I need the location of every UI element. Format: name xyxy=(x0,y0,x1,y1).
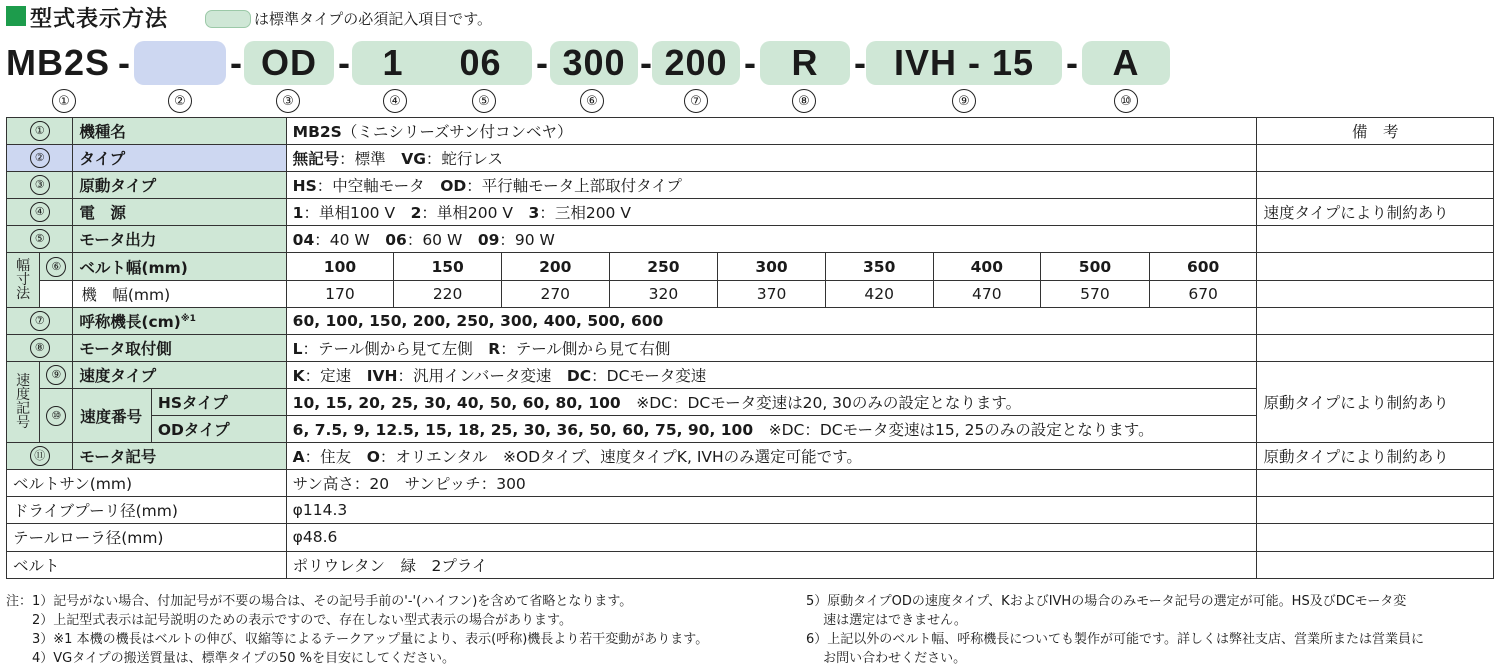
remarks-header: 備 考 xyxy=(1257,118,1494,145)
code-dash: - xyxy=(854,42,866,83)
row-value: φ48.6 xyxy=(286,524,1257,551)
note-line: 6）上記以外のベルト幅、呼称機長についても製作が可能です。詳しくは弊社支店、営業所または営業員に xyxy=(806,632,1424,647)
code-number: ⑥ xyxy=(580,89,604,113)
row-remark xyxy=(1257,145,1494,172)
machine-width-cell: 670 xyxy=(1149,280,1257,307)
row-value: 60, 100, 150, 200, 250, 300, 400, 500, 600 xyxy=(286,307,1257,334)
spec-table xyxy=(6,117,1494,579)
row-value: 無記号：標準 VG：蛇行レス xyxy=(286,145,1257,172)
code-type-slot xyxy=(134,41,226,85)
table-row xyxy=(7,280,1494,307)
belt-width-cell: 300 xyxy=(718,253,826,280)
machine-width-cell: 270 xyxy=(501,280,609,307)
row-label: 機種名 xyxy=(73,118,286,145)
row-label: モータ取付側 xyxy=(73,334,286,361)
belt-width-cell: 400 xyxy=(933,253,1041,280)
code-drive: OD xyxy=(244,41,334,85)
table-row xyxy=(7,524,1494,551)
row-value: MB2S（ミニシリーズサン付コンベヤ） xyxy=(286,118,1257,145)
belt-width-cell: 250 xyxy=(609,253,718,280)
belt-width-cell: 200 xyxy=(501,253,609,280)
row-label: タイプ xyxy=(73,145,286,172)
table-row xyxy=(7,199,1494,226)
row-value: 1：単相100 V 2：単相200 V 3：三相200 V xyxy=(286,199,1257,226)
note-line: 2）上記型式表示は記号説明のための表示ですので、存在しない型式表示の場合があります。 xyxy=(6,613,572,628)
row-number: ⑤ xyxy=(30,229,50,249)
row-label: モータ出力 xyxy=(73,226,286,253)
row-number: ① xyxy=(30,121,50,141)
code-number: ⑩ xyxy=(1114,89,1138,113)
row-label: 速度タイプ xyxy=(73,361,286,388)
code-dash: - xyxy=(640,42,652,83)
code-number: ⑤ xyxy=(472,89,496,113)
note-line: 注：1）記号がない場合、付加記号が不要の場合は、その記号手前の'-'(ハイフン)を含めて省略となります。 xyxy=(6,594,633,609)
belt-width-cell: 100 xyxy=(286,253,394,280)
note-line: 4）VGタイプの搬送質量は、標準タイプの50 %を目安にしてください。 xyxy=(6,651,455,666)
row-number: ⑩ xyxy=(46,406,66,426)
code-number: ⑦ xyxy=(684,89,708,113)
row-label: テールローラ径(mm) xyxy=(7,524,287,551)
table-row xyxy=(7,470,1494,497)
row-remark xyxy=(1257,497,1494,524)
row-value: ポリウレタン 緑 2プライ xyxy=(286,551,1257,578)
code-dash: - xyxy=(118,42,130,83)
group-label: 速度記号 xyxy=(7,361,40,442)
table-row xyxy=(7,307,1494,334)
row-number: ⑧ xyxy=(30,338,50,358)
row-remark: 原動タイプにより制約あり xyxy=(1257,443,1494,470)
row-number: ⑥ xyxy=(46,257,66,277)
legend-swatch xyxy=(205,10,251,28)
row-number: ③ xyxy=(30,175,50,195)
code-motor-side: R xyxy=(760,41,850,85)
code-motor: 06 xyxy=(459,42,502,83)
belt-width-cell: 350 xyxy=(825,253,933,280)
table-row xyxy=(7,226,1494,253)
notes-right xyxy=(806,592,1424,668)
table-row xyxy=(7,172,1494,199)
row-label: 呼称機長(cm)$^{※1}$ xyxy=(73,307,286,334)
notes-left xyxy=(6,592,708,668)
row-value: 04：40 W 06：60 W 09：90 W xyxy=(286,226,1257,253)
table-row xyxy=(7,497,1494,524)
note-line: 速は選定はできません。 xyxy=(806,613,967,628)
table-row xyxy=(7,443,1494,470)
row-number: ⑦ xyxy=(30,311,50,331)
row-value: サン高さ：20 サンピッチ：300 xyxy=(286,470,1257,497)
machine-width-cell: 220 xyxy=(394,280,502,307)
code-dash: - xyxy=(338,42,350,83)
machine-width-cell: 370 xyxy=(718,280,826,307)
legend-text: は標準タイプの必須記入項目です。 xyxy=(254,10,493,28)
code-length: 200 xyxy=(652,41,740,85)
table-row xyxy=(7,334,1494,361)
code-dash: - xyxy=(744,42,756,83)
table-row xyxy=(7,145,1494,172)
table-row xyxy=(7,551,1494,578)
row-remark xyxy=(1257,172,1494,199)
row-remark: 原動タイプにより制約あり xyxy=(1257,361,1494,442)
group-label: 幅寸法 xyxy=(7,253,40,307)
row-number: ⑪ xyxy=(30,446,50,466)
code-power-motor xyxy=(352,41,532,85)
table-row xyxy=(7,118,1494,145)
row-remark xyxy=(1257,334,1494,361)
machine-width-cell: 570 xyxy=(1041,280,1150,307)
machine-width-cell: 170 xyxy=(286,280,394,307)
code-maker: A xyxy=(1082,41,1170,85)
row-remark: 速度タイプにより制約あり xyxy=(1257,199,1494,226)
code-number: ⑨ xyxy=(952,89,976,113)
row-value: L：テール側から見て左側 R：テール側から見て右側 xyxy=(286,334,1257,361)
belt-width-cell: 500 xyxy=(1041,253,1150,280)
row-label: ベルト幅(mm) xyxy=(73,253,286,280)
code-dash: - xyxy=(230,42,242,83)
code-dash: - xyxy=(536,42,548,83)
belt-width-cell: 600 xyxy=(1149,253,1257,280)
row-sublabel: ODタイプ xyxy=(151,416,286,443)
row-remark xyxy=(1257,280,1494,307)
row-number: ⑨ xyxy=(46,365,66,385)
row-label: 電 源 xyxy=(73,199,286,226)
row-value: A：住友 O：オリエンタル ※ODタイプ、速度タイプK, IVHのみ選定可能です。 xyxy=(286,443,1257,470)
row-remark xyxy=(1257,307,1494,334)
code-number: ③ xyxy=(276,89,300,113)
note-line: お問い合わせください。 xyxy=(806,651,967,666)
row-remark xyxy=(1257,226,1494,253)
row-sublabel: HSタイプ xyxy=(151,388,286,415)
row-remark xyxy=(1257,551,1494,578)
row-label: ベルト xyxy=(7,551,287,578)
row-label: ベルトサン(mm) xyxy=(7,470,287,497)
row-remark xyxy=(1257,470,1494,497)
row-value: 6, 7.5, 9, 12.5, 15, 18, 25, 30, 36, 50, 60, 75, 90, 100 ※DC：DCモータ変速は15, 25のみの設定となります。 xyxy=(286,416,1257,443)
machine-width-cell: 420 xyxy=(825,280,933,307)
code-dash: - xyxy=(1066,42,1078,83)
row-label: モータ記号 xyxy=(73,443,286,470)
code-belt-width: 300 xyxy=(550,41,638,85)
row-value: 10, 15, 20, 25, 30, 40, 50, 60, 80, 100 ※DC：DCモータ変速は20, 30のみの設定となります。 xyxy=(286,388,1257,415)
section-marker-icon xyxy=(6,6,26,26)
machine-width-cell: 470 xyxy=(933,280,1041,307)
table-row xyxy=(7,253,1494,280)
row-label: 機 幅(mm) xyxy=(73,280,286,307)
code-number: ⑧ xyxy=(792,89,816,113)
row-value: HS：中空軸モータ OD：平行軸モータ上部取付タイプ xyxy=(286,172,1257,199)
row-remark xyxy=(1257,253,1494,280)
code-speed: IVH - 15 xyxy=(866,41,1062,85)
row-remark xyxy=(1257,524,1494,551)
code-number: ① xyxy=(52,89,76,113)
row-number: ④ xyxy=(30,202,50,222)
note-line: 5）原動タイプODの速度タイプ、KおよびIVHの場合のみモータ記号の選定が可能。HS及びDCモータ変 xyxy=(806,594,1407,609)
code-power: 1 xyxy=(382,42,404,83)
row-label: ドライブプーリ径(mm) xyxy=(7,497,287,524)
machine-width-cell: 320 xyxy=(609,280,718,307)
code-prefix: MB2S xyxy=(6,42,111,83)
belt-width-cell: 150 xyxy=(394,253,502,280)
page-title: 型式表示方法 xyxy=(30,7,169,32)
code-number: ④ xyxy=(383,89,407,113)
row-label: 原動タイプ xyxy=(73,172,286,199)
row-label: 速度番号 xyxy=(73,388,151,442)
row-number: ② xyxy=(30,148,50,168)
note-line: 3）※1 本機の機長はベルトの伸び、収縮等によるテークアップ量により、表示(呼称)機長より若干変動があります。 xyxy=(6,632,709,647)
table-row xyxy=(7,361,1494,388)
row-value: K：定速 IVH：汎用インバータ変速 DC：DCモータ変速 xyxy=(286,361,1257,388)
code-number: ② xyxy=(168,89,192,113)
row-value: φ114.3 xyxy=(286,497,1257,524)
